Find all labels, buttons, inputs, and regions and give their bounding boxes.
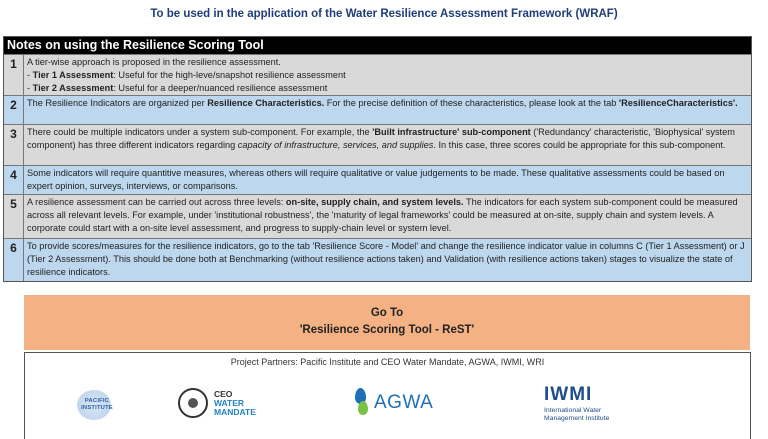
notes-header: Notes on using the Resilience Scoring Tool bbox=[4, 37, 751, 54]
note-row bbox=[4, 194, 751, 238]
pacific-institute-text bbox=[69, 398, 125, 411]
goto-rest-button[interactable] bbox=[24, 295, 750, 350]
note-row bbox=[4, 95, 751, 124]
green-drop-icon bbox=[358, 401, 368, 415]
text-run: . In this case, three scores could be appropriate for this sub-component. bbox=[433, 140, 726, 151]
ceo-water-mandate-logo bbox=[178, 385, 273, 421]
note-row bbox=[4, 124, 751, 165]
bold-run: Tier 2 Assessment bbox=[32, 83, 114, 94]
note-text bbox=[24, 96, 751, 124]
text-run: A resilience assessment can be carried out across three levels: bbox=[27, 197, 286, 207]
un-global-compact-seal-icon bbox=[178, 388, 208, 418]
partners-panel bbox=[24, 352, 751, 439]
note-number: 2 bbox=[4, 96, 24, 124]
note-number: 1 bbox=[4, 55, 24, 95]
iwmi-logo bbox=[544, 383, 644, 428]
text-run: For the precise definition of these characteristics, please look at the tab bbox=[324, 98, 619, 108]
bold-run: Tier 1 Assessment bbox=[32, 70, 114, 81]
note-line: A tier-wise approach is proposed in the resilience assessment. bbox=[27, 57, 281, 67]
goto-target-label: 'Resilience Scoring Tool - ReST' bbox=[299, 324, 475, 336]
text-run: The Resilience Indicators are organized per bbox=[27, 98, 208, 108]
text-run: : Useful for the high-leve/snapshot resilience assessment bbox=[113, 70, 346, 81]
text-run: ('Redundancy' characteristic, 'Biophysical' system component) has three different indicators regarding bbox=[27, 127, 735, 151]
iwmi-subtitle bbox=[544, 407, 609, 422]
note-number: 5 bbox=[4, 195, 24, 238]
logo-line: PACIFIC bbox=[84, 398, 110, 404]
note-text bbox=[24, 125, 751, 165]
note-row bbox=[4, 54, 751, 95]
agwa-logo bbox=[352, 384, 442, 420]
logo-line: CEO bbox=[214, 389, 233, 399]
italic-run: capacity of infrastructure, services, and supplies bbox=[237, 140, 434, 151]
bold-run: on-site, supply chain, and system levels. bbox=[285, 197, 464, 207]
goto-label: Go To bbox=[370, 307, 404, 319]
text-run: - bbox=[27, 70, 33, 81]
partners-label: Project Partners: Pacific Institute and CEO Water Mandate, AGWA, IWMI, WRI bbox=[230, 357, 545, 367]
note-text bbox=[24, 55, 751, 95]
ceo-water-mandate-text bbox=[214, 390, 256, 417]
iwmi-wordmark: IWMI bbox=[544, 384, 593, 405]
bold-run: 'ResilienceCharacteristics'. bbox=[618, 98, 738, 108]
text-run: There could be multiple indicators under a system sub-component. For example, the bbox=[27, 127, 373, 137]
note-line bbox=[27, 69, 748, 82]
logo-line: MANDATE bbox=[214, 407, 256, 417]
note-number: 6 bbox=[4, 239, 24, 281]
logo-line: WATER bbox=[214, 398, 245, 408]
seal-center-icon bbox=[188, 398, 198, 408]
note-row bbox=[4, 165, 751, 194]
note-number: 4 bbox=[4, 166, 24, 194]
text-run: The indicators for each system sub-component could be measured across all relevant levels. For example, under 'institutional robustness', the 'maturity of legal frameworks' could be measured at on-site, supply chain and system levels. A corporate could start with a on-site level assessment, and progress to supply-chain level or system level. bbox=[27, 197, 738, 234]
logo-line: International Water bbox=[544, 407, 602, 414]
text-run: : Useful for a deeper/nuanced resilience assessment bbox=[113, 83, 328, 94]
note-number: 3 bbox=[4, 125, 24, 165]
text-run: - bbox=[27, 83, 33, 94]
note-row bbox=[4, 238, 751, 281]
bold-run: 'Built infrastructure' sub-component bbox=[372, 127, 531, 137]
notes-table bbox=[3, 36, 752, 282]
logo-line: Management Institute bbox=[544, 414, 610, 422]
sheet-title: To be used in the application of the Water Resilience Assessment Framework (WRAF) bbox=[150, 8, 618, 20]
note-text: To provide scores/measures for the resilience indicators, go to the tab 'Resilience Score - Model' and change the resilience indicator value in columns C (Tier 1 Assessment) or J (Tier 2 Assessment). This should be done both at Benchmarking (without resilience actions taken) and Validation (with resilience actions taken) stages to visualize the state of resilience indicators. bbox=[24, 239, 751, 281]
note-text bbox=[24, 195, 751, 238]
agwa-wordmark: AGWA bbox=[374, 392, 434, 413]
pacific-institute-logo bbox=[69, 390, 125, 420]
bold-run: Resilience Characteristics. bbox=[207, 98, 325, 108]
logo-line: INSTITUTE bbox=[81, 404, 113, 411]
note-line bbox=[27, 82, 748, 95]
note-text: Some indicators will require quantitive measures, whereas others will require qualitative or value judgements to be made. These qualitative assessments could be based on expert opinion, surveys, interviews, or comparisons. bbox=[24, 166, 751, 194]
